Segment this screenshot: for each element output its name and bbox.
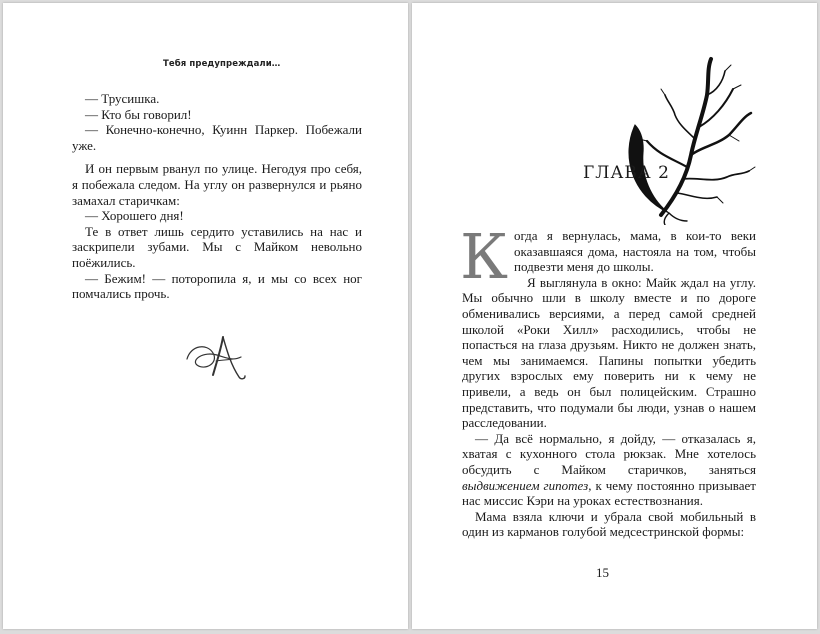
paragraph: Те в ответ лишь сердито уставились на нас и заскрипели зубами. Мы с Майком невольно поёжились. [72, 223, 362, 270]
paragraph: Мама взяла ключи и убрала свой мобильный в один из карманов голубой медсестринской формы: [462, 508, 756, 540]
paragraph-text: , к чему постоянно призывает нас миссис Кэри на уроках естествознания. [462, 477, 756, 509]
page-number: 15 [596, 565, 609, 580]
first-paragraph-text: огда я вернулась, мама, в кои-то веки оказавшаяся дома, настояла на том, чтобы подвезти меня до школы. [513, 228, 756, 275]
italic-term: выдвижением гипотез [462, 477, 589, 493]
paragraph: И он первым рванул по улице. Негодуя про себя, я побежала следом. На углу он развернулся и рьяно замахал старичкам: [72, 161, 362, 208]
paragraph: — Кто бы говорил! [85, 106, 192, 122]
drop-cap: К [460, 220, 508, 293]
paragraph-text: — Да всё нормально, я дойду, — отказалась я, хватая с кухонного стола рюкзак. Мне хотелось обсудить с Майком старичков, заняться [462, 430, 756, 477]
paragraph: — Хорошего дня! [85, 208, 184, 224]
paragraph: — Трусишка. [85, 91, 160, 106]
running-head: Тебя предупреждали… [163, 59, 281, 69]
right-page [412, 3, 817, 629]
paragraph [460, 220, 756, 293]
paragraph: — Бежим! — поторопила я, и мы со всех ног помчались прочь. [72, 270, 362, 302]
left-page-text [72, 91, 362, 302]
paragraph [462, 431, 756, 509]
right-page-text [460, 220, 756, 540]
left-page [3, 3, 408, 629]
chapter-title: ГЛАВА 2 [583, 163, 670, 183]
paragraph: Я выглянула в окно: Майк ждал на углу. Мы обычно шли в школу вместе и по дороге обменивались версиями, а перед самой средней школой «Роки Хилл» расходились, чтобы не попасться на глаза друзьям. Никто не должен знать, чем мы занимаемся. Папины попытки убедить других взрослых ему поверить ни к чему не привели, а ведь он был полицейским. Страшно представить, что подумали бы люди, узнав о нашем расследовании. [462, 274, 756, 431]
flourish-ornament-icon [183, 331, 253, 383]
paragraph: — Конечно-конечно, Куинн Паркер. Побежали уже. [72, 122, 362, 153]
crescent-moon-tree-icon [617, 55, 757, 225]
